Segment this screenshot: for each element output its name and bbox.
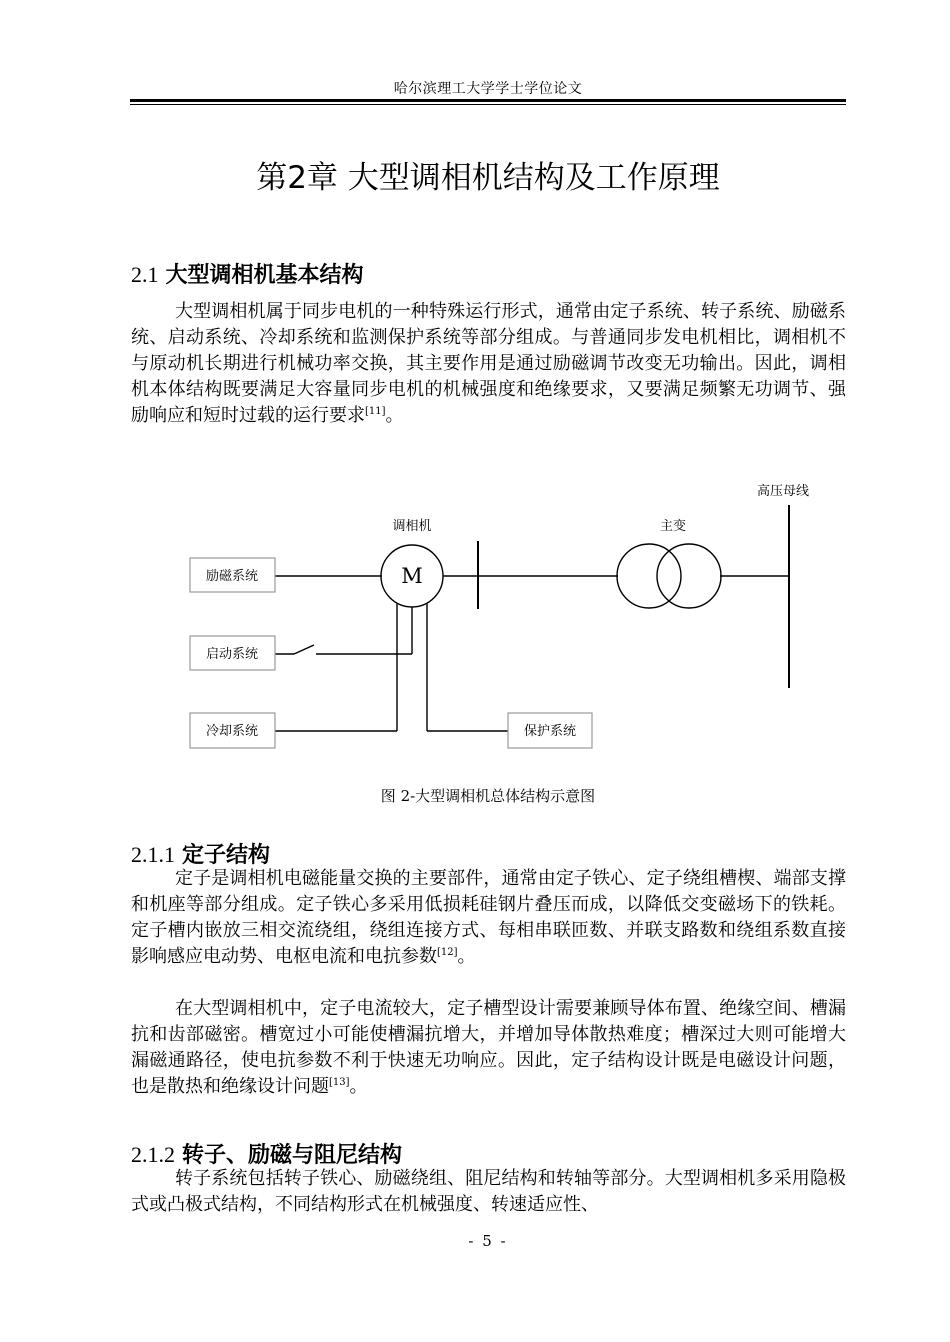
citation: [12] [437,947,458,958]
startup-label: 启动系统 [205,647,259,662]
section-heading-2-1-2 [131,1138,402,1169]
protection-label: 保护系统 [523,724,577,739]
transformer-label: 主变 [659,519,687,534]
chapter-title: 第2章 大型调相机结构及工作原理 [256,160,720,196]
section-number: 2.1.2 [131,1142,175,1167]
switch-blade [294,645,314,654]
paragraph-text: 在大型调相机中，定子电流较大，定子槽型设计需要兼顾导体布置、绝缘空间、槽漏抗和齿部磁密。槽宽过小可能使槽漏抗增大，并增加导体散热难度；槽深过大则可能增大漏磁通路径，使电抗参数不利于快速无功响应。因此，定子结构设计既是电磁设计问题，也是散热和绝缘设计问题 [131,998,846,1097]
citation: [13] [329,1077,350,1088]
paragraph-end: 。 [457,946,476,967]
section-number: 2.1 [131,262,159,287]
citation: [11] [365,406,386,417]
paragraph-2-1-1-a [131,866,846,970]
section-number: 2.1.1 [131,842,175,867]
transformer-coil-secondary [657,544,721,608]
motor-symbol: M [401,564,423,588]
hv-bus-label: 高压母线 [756,484,810,499]
page-number: - 5 - [468,1232,508,1250]
transformer-coil-primary [617,544,681,608]
figure-caption: 图 2-大型调相机总体结构示意图 [380,787,596,805]
running-header: 哈尔滨理工大学学士学位论文 [393,81,583,97]
section-title: 转子、励磁与阻尼结构 [182,1143,403,1168]
paragraph-text: 大型调相机属于同步电机的一种特殊运行形式，通常由定子系统、转子系统、励磁系统、启动系统、冷却系统和监测保护系统等部分组成。与普通同步发电机相比，调相机不与原动机长期进行机械功率交换，其主要作用是通过励磁调节改变无功输出。因此，调相机本体结构既要满足大容量同步电机的机械强度和绝缘要求，又要满足频繁无功调节、强励响应和短时过载的运行要求 [131,301,846,426]
paragraph-text: 转子系统包括转子铁心、励磁绕组、阻尼结构和转轴等部分。大型调相机多采用隐极式或凸极式结构，不同结构形式在机械强度、转速适应性、 [131,1168,846,1215]
excitation-label: 励磁系统 [205,569,259,584]
section-heading-2-1-1 [131,838,270,869]
paragraph-2-1-1-b [131,996,846,1100]
paragraph-text: 定子是调相机电磁能量交换的主要部件，通常由定子铁心、定子绕组槽楔、端部支撑和机座等部分组成。定子铁心多采用低损耗硅钢片叠压而成，以降低交变磁场下的铁耗。定子槽内嵌放三相交流绕组，绕组连接方式、每相串联匝数、并联支路数和绕组系数直接影响感应电动势、电枢电流和电抗参数 [131,868,846,967]
section-title: 大型调相机基本结构 [165,263,364,288]
paragraph-end: 。 [349,1076,368,1097]
paragraph-2-1-2 [131,1166,846,1218]
cooling-label: 冷却系统 [205,724,259,739]
paragraph-end: 。 [385,405,404,426]
section-title: 定子结构 [182,843,271,868]
compensator-label: 调相机 [392,519,432,534]
